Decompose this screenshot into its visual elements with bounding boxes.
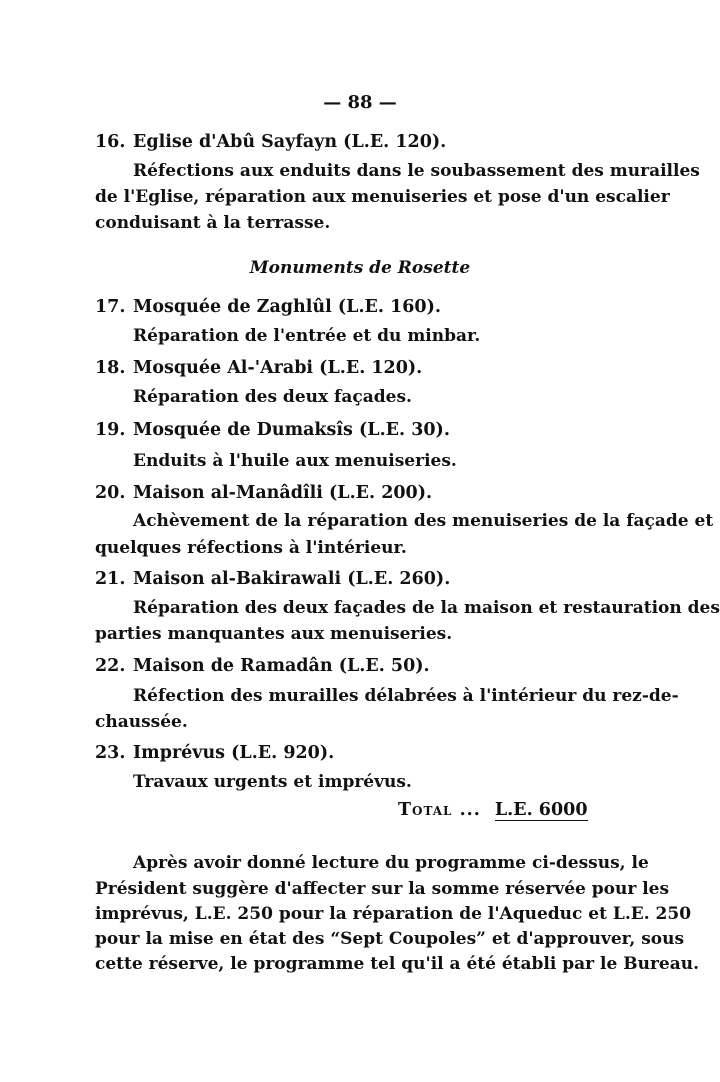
paragraph-line: cette réserve, le programme tel qu'il a été établi par le Bureau. (95, 954, 700, 974)
item-description: Réparation des deux façades. (133, 387, 412, 407)
item-number: 18. (95, 358, 126, 378)
item-description: Réfections aux enduits dans le soubassement des murailles (133, 161, 700, 181)
total-label: Total ... (398, 800, 481, 820)
item-description: conduisant à la terrasse. (95, 213, 331, 233)
item-title: Mosquée de Dumaksîs (L.E. 30). (133, 420, 450, 440)
paragraph-line: imprévus, L.E. 250 pour la réparation de l'Aqueduc et L.E. 250 (95, 904, 692, 924)
item-title: Maison al-Manâdîli (L.E. 200). (133, 483, 433, 503)
item-title: Eglise d'Abû Sayfayn (L.E. 120). (133, 132, 447, 152)
total-amount: L.E. 6000 (494, 800, 588, 820)
item-description: chaussée. (95, 712, 188, 732)
item-number: 20. (95, 483, 126, 503)
item-number: 16. (95, 132, 126, 152)
item-number: 17. (95, 297, 126, 317)
item-description: Achèvement de la réparation des menuiseries de la façade et (133, 511, 714, 531)
item-number: 22. (95, 656, 126, 676)
item-description: de l'Eglise, réparation aux menuiseries et pose d'un escalier (95, 187, 670, 207)
paragraph-line: pour la mise en état des “Sept Coupoles” et d'approuver, sous (95, 929, 685, 949)
item-description: Réparation des deux façades de la maison et restauration des (133, 598, 720, 618)
paragraph-line: Président suggère d'affecter sur la somme réservée pour les (95, 879, 670, 899)
item-number: 23. (95, 743, 126, 763)
item-description: Réparation de l'entrée et du minbar. (133, 326, 481, 346)
page-number: — 88 — (323, 92, 397, 113)
item-title: Maison de Ramadân (L.E. 50). (133, 656, 430, 676)
item-description: Travaux urgents et imprévus. (133, 772, 412, 792)
section-heading: Monuments de Rosette (249, 258, 471, 278)
item-description: Réfection des murailles délabrées à l'intérieur du rez-de- (133, 686, 679, 706)
item-description: parties manquantes aux menuiseries. (95, 624, 453, 644)
paragraph-line: Après avoir donné lecture du programme ci-dessus, le (133, 853, 649, 873)
item-number: 21. (95, 569, 126, 589)
item-title: Maison al-Bakirawali (L.E. 260). (133, 569, 451, 589)
item-title: Imprévus (L.E. 920). (133, 743, 335, 763)
total-line (398, 800, 588, 821)
item-title: Mosquée de Zaghlûl (L.E. 160). (133, 297, 441, 317)
item-number: 19. (95, 420, 126, 440)
item-title: Mosquée Al-'Arabi (L.E. 120). (133, 358, 423, 378)
item-description: quelques réfections à l'intérieur. (95, 538, 407, 558)
item-description: Enduits à l'huile aux menuiseries. (133, 451, 457, 471)
